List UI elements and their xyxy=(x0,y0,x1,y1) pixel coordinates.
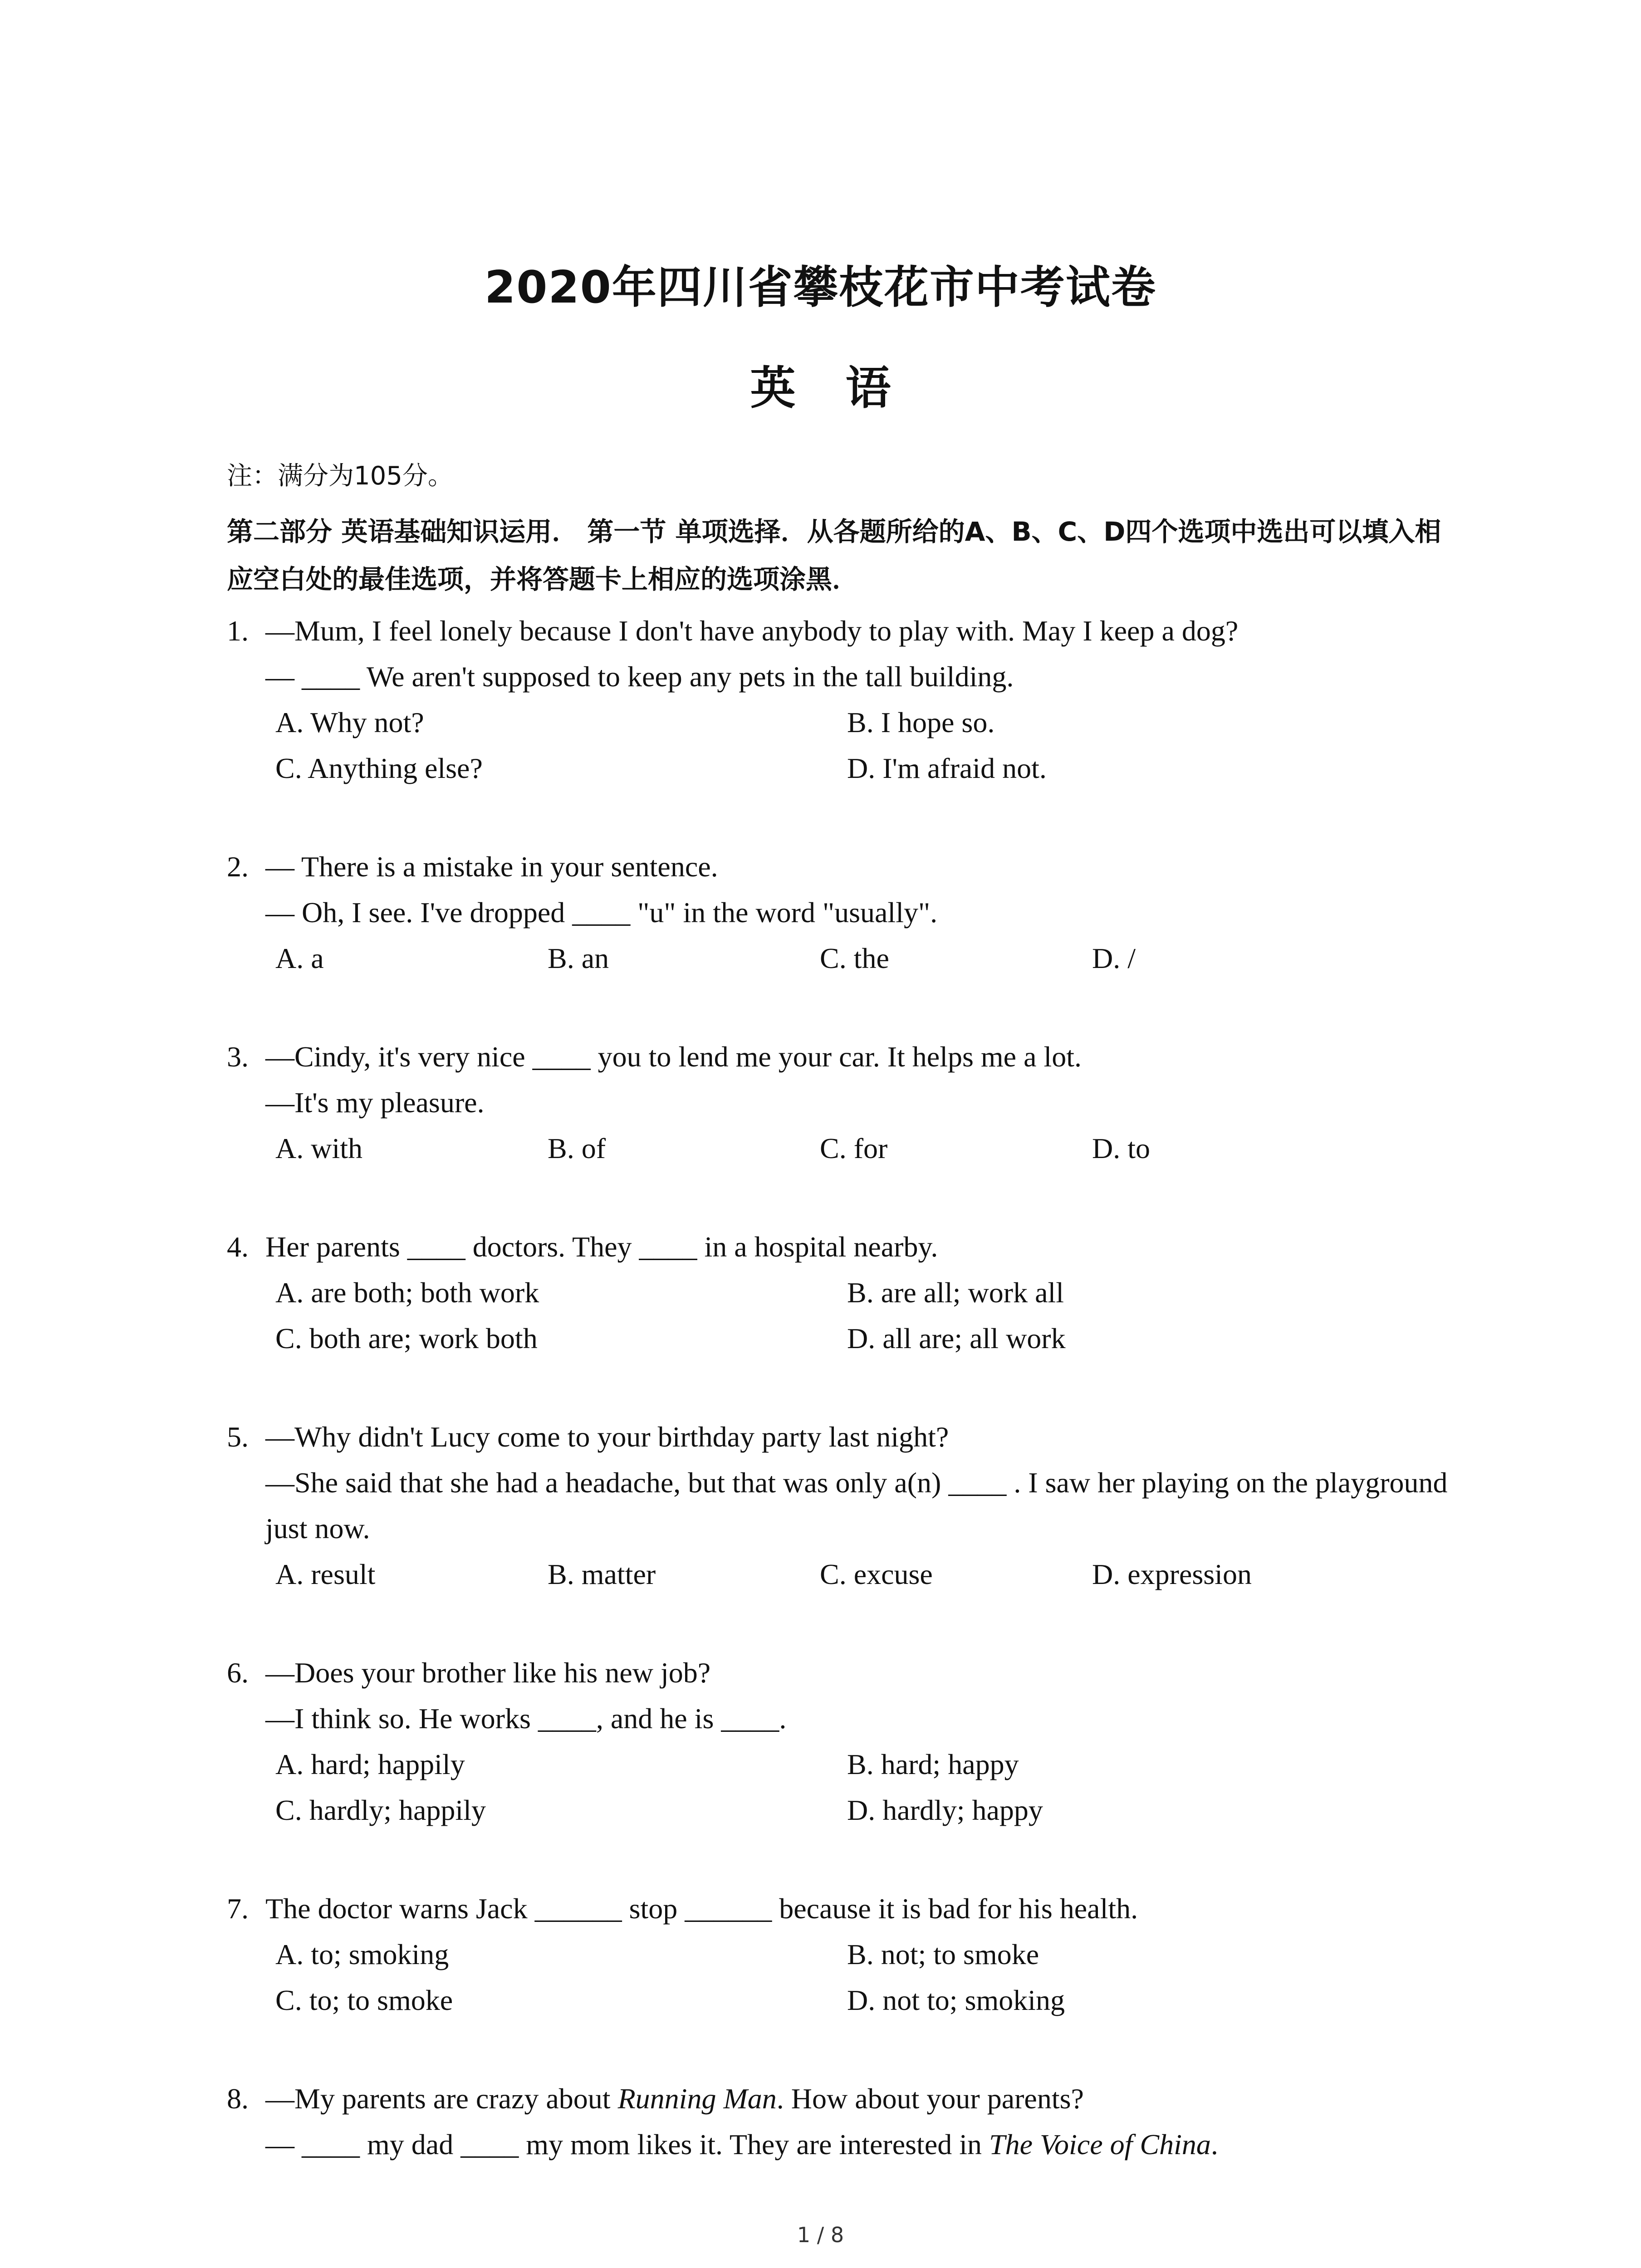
options xyxy=(275,1741,1452,1833)
option-b: B. hard; happy xyxy=(847,1748,1019,1780)
question-number: 6. xyxy=(227,1657,249,1689)
question-number: 3. xyxy=(227,1041,249,1073)
options xyxy=(275,1125,1452,1171)
option-d: D. expression xyxy=(1092,1558,1252,1590)
question-number: 7. xyxy=(227,1892,249,1925)
question-line: —It's my pleasure. xyxy=(265,1086,485,1119)
options xyxy=(275,935,1452,981)
question-line: —Cindy, it's very nice ____ you to lend me your car. It helps me a lot. xyxy=(265,1041,1082,1073)
score-note: 注：满分为105分。 xyxy=(227,461,453,491)
option-a: A. result xyxy=(275,1558,376,1590)
option-d: D. hardly; happy xyxy=(847,1794,1043,1826)
text-run: . xyxy=(1210,2128,1218,2160)
section-instructions: 第二部分 英语基础知识运用． 第一节 单项选择．从各题所给的A、B、C、D四个选项中选出可以填入相应空白处的最佳选项，并将答题卡上相应的选项涂黑． xyxy=(227,516,1441,595)
question-line: —I think so. He works ____, and he is ____. xyxy=(265,1702,787,1735)
question-line: — ____ We aren't supposed to keep any pets in the tall building. xyxy=(265,660,1014,693)
options xyxy=(275,699,1452,791)
option-b: B. of xyxy=(548,1132,606,1164)
page-number: 1 / 8 xyxy=(797,2223,844,2247)
question-number: 8. xyxy=(227,2082,249,2115)
option-a: A. to; smoking xyxy=(275,1938,449,1970)
option-c: C. to; to smoke xyxy=(275,1984,453,2016)
option-c: C. hardly; happily xyxy=(275,1794,486,1826)
question-4 xyxy=(227,1224,1452,1361)
option-b: B. are all; work all xyxy=(847,1276,1064,1309)
options xyxy=(275,1551,1452,1597)
question-3 xyxy=(227,1034,1452,1171)
text-run: — ____ my dad ____ my mom likes it. They are interested in xyxy=(265,2128,989,2160)
options xyxy=(275,1270,1452,1361)
question-line: —She said that she had a headache, but that was only a(n) ____ . I saw her playing on the playground just now. xyxy=(265,1466,1448,1545)
option-c: C. for xyxy=(820,1132,888,1164)
option-d: D. / xyxy=(1092,942,1136,974)
text-run: —My parents are crazy about xyxy=(265,2082,618,2115)
options xyxy=(275,1931,1452,2023)
question-2 xyxy=(227,844,1452,981)
question-6 xyxy=(227,1650,1452,1833)
question-8 xyxy=(227,2076,1452,2167)
option-c: C. both are; work both xyxy=(275,1322,538,1354)
option-a: A. Why not? xyxy=(275,706,424,738)
option-d: D. all are; all work xyxy=(847,1322,1066,1354)
option-d: D. I'm afraid not. xyxy=(847,752,1047,784)
exam-title: 2020年四川省攀枝花市中考试卷 xyxy=(485,262,1156,313)
show-title: The Voice of China xyxy=(989,2128,1211,2160)
option-d: D. to xyxy=(1092,1132,1150,1164)
question-number: 4. xyxy=(227,1231,249,1263)
option-b: B. not; to smoke xyxy=(847,1938,1039,1970)
option-a: A. are both; both work xyxy=(275,1276,539,1309)
option-b: B. I hope so. xyxy=(847,706,995,738)
option-c: C. the xyxy=(820,942,889,974)
option-c: C. Anything else? xyxy=(275,752,483,784)
question-7 xyxy=(227,1886,1452,2023)
show-title: Running Man xyxy=(617,2082,777,2115)
question-number: 5. xyxy=(227,1421,249,1453)
question-number: 2. xyxy=(227,850,249,883)
option-d: D. not to; smoking xyxy=(847,1984,1065,2016)
question-line: — Oh, I see. I've dropped ____ "u" in the word "usually". xyxy=(265,896,938,929)
text-run: . How about your parents? xyxy=(776,2082,1084,2115)
question-line: —Why didn't Lucy come to your birthday party last night? xyxy=(265,1421,949,1453)
question-1 xyxy=(227,608,1452,791)
option-b: B. an xyxy=(548,942,609,974)
question-line: The doctor warns Jack ______ stop ______ because it is bad for his health. xyxy=(265,1892,1138,1925)
question-line xyxy=(265,2121,1452,2167)
question-line: — There is a mistake in your sentence. xyxy=(265,850,718,883)
question-number: 1. xyxy=(227,615,249,647)
question-line xyxy=(265,2076,1452,2121)
option-c: C. excuse xyxy=(820,1558,933,1590)
option-a: A. a xyxy=(275,942,324,974)
option-a: A. hard; happily xyxy=(275,1748,465,1780)
option-a: A. with xyxy=(275,1132,362,1164)
question-line: —Does your brother like his new job? xyxy=(265,1657,711,1689)
subject-title: 英语 xyxy=(750,362,941,415)
option-b: B. matter xyxy=(548,1558,656,1590)
question-line: —Mum, I feel lonely because I don't have anybody to play with. May I keep a dog? xyxy=(265,615,1239,647)
question-list xyxy=(227,608,1452,2220)
question-5 xyxy=(227,1414,1452,1597)
question-line: Her parents ____ doctors. They ____ in a hospital nearby. xyxy=(265,1231,938,1263)
